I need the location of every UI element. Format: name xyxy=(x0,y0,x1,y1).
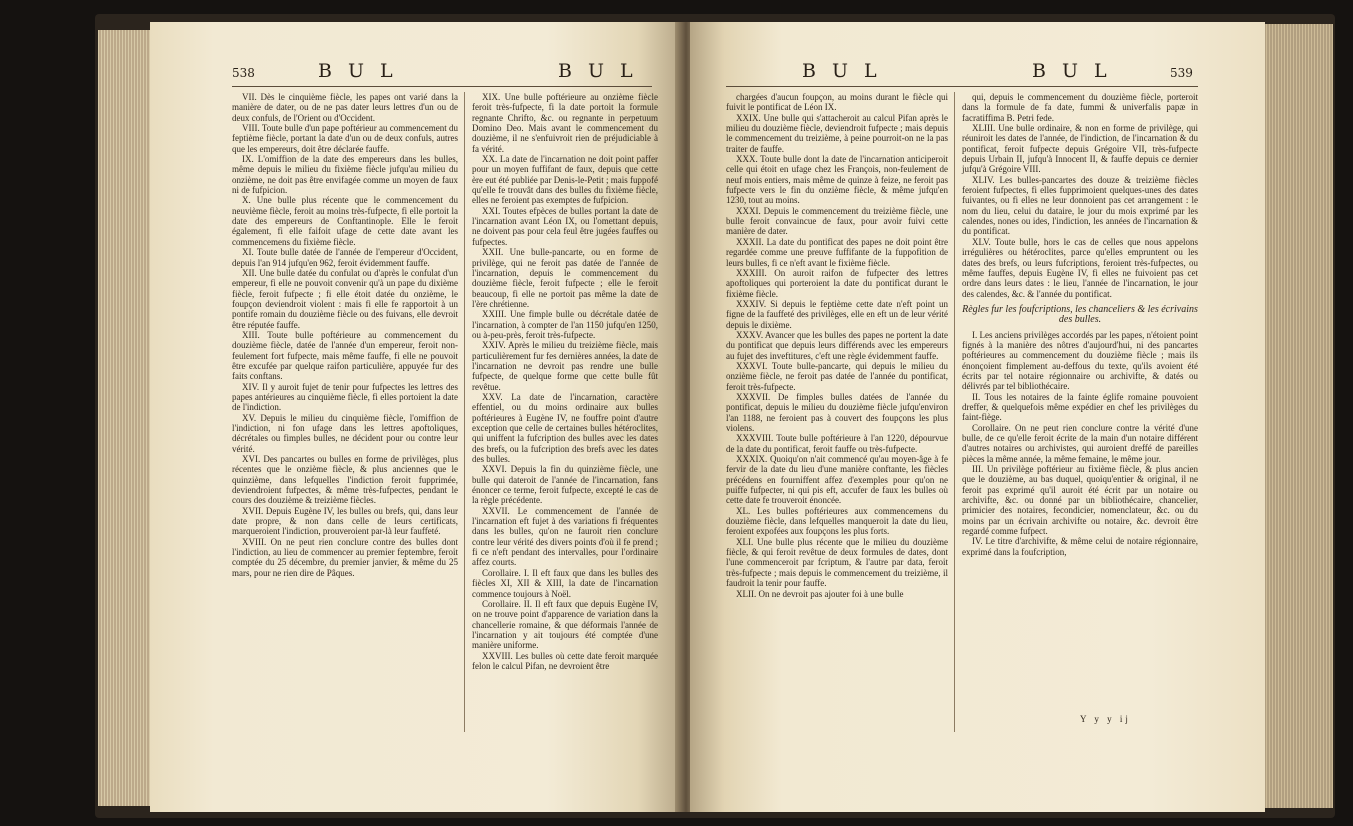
paragraph: XXXII. La date du pontificat des papes ne doit point être regardée comme une preuve fuffifante de la fuppofition de leurs bulles, fi ce n'eft avant le fixième fiècle. xyxy=(726,236,948,268)
right-column-2 xyxy=(962,92,1198,557)
paragraph: XXXVI. Toute bulle-pancarte, qui depuis le milieu du onzième fiècle, ne feroit pas datée de l'année du pontificat, feroit très-fufpecte. xyxy=(726,360,948,392)
paragraph: XXXVIII. Toute bulle poftérieure à l'an 1220, dépourvue de la date du pontificat, feroit fauffe ou très-fufpecte. xyxy=(726,433,948,454)
paragraph: XXXIX. Quoiqu'on n'ait commencé qu'au moyen-âge à fe fervir de la date du lieu d'une manière conftante, les fiècles précédens en fourniffent affez d'exemples pour qu'on ne puiffe fufpecter, ni qui pis eft, accufer de faux les bulles où cette date fe trouveroit énoncée. xyxy=(726,454,948,506)
paragraph: XXIX. Une bulle qui s'attacheroit au calcul Pifan après le milieu du douzième fiècle, deviendroit fufpecte ; mais depuis le commencement du treizième, à peine pourroit-on ne la pas traiter de fauffe. xyxy=(726,112,948,154)
right-running-head-1: B U L xyxy=(802,60,882,82)
paragraph: XXI. Toutes efpèces de bulles portant la date de l'incarnation avant Léon IX, ou l'omettant depuis, ne doivent pas pour cela feul être jugées fauffes ou fufpectes. xyxy=(472,205,658,247)
paragraph: qui, depuis le commencement du douzième fiècle, porteroit dans la formule de fa date, fummi & univerfalis papæ in facratiffima B. Petri fede. xyxy=(962,92,1198,123)
paragraph: I. Les anciens privilèges accordés par les papes, n'étoient point fignés à la manière des nôtres d'aujourd'hui, ni des pancartes poftérieures au commencement du douzième fiècle ; mais ils énonçoient fimplement au-deffous du texte, qu'ils avoient été écrits par tel notaire régionnaire ou archivifte, & datés ou délivrés par tel bibliothécaire. xyxy=(962,329,1198,392)
paragraph: XI. Toute bulle datée de l'année de l'empereur d'Occident, depuis l'an 914 jufqu'en 962, feroit évidemment fauffe. xyxy=(232,247,458,268)
paragraph: XLIII. Une bulle ordinaire, & non en forme de privilège, qui réuniroit les dates de l'année, de l'indiction, de l'incarnation & du pontificat, feroit fufpecte depuis Grégoire VII, très-fufpecte depuis Urbain II, jufqu'à Innocent II, & fauffe depuis ce dernier jufqu'à Grégoire VIII. xyxy=(962,123,1198,175)
paragraph: XVI. Des pancartes ou bulles en forme de privilèges, plus récentes que le onzième fiècle, & plus anciennes que le quinzième, dans lefquelles l'indiction feroit fupprimée, deviendroient fufpectes, & même très-fufpectes, pendant le cours des douzième & treizième fiècles. xyxy=(232,454,458,506)
paragraph: XXVIII. Les bulles où cette date feroit marquée felon le calcul Pifan, ne devroient être xyxy=(472,650,658,671)
right-page xyxy=(690,22,1265,812)
left-column-2 xyxy=(472,92,658,671)
paragraph: XXVII. Le commencement de l'année de l'incarnation eft fujet à des variations fi fréquentes dans les bulles, qu'on ne fauroit rien conclure contre leur vérité des divers points d'où il fe prend ; fi ce n'eft pendant des intervalles, pour l'ordinaire affez courts. xyxy=(472,505,658,568)
left-fore-edge xyxy=(98,30,152,806)
paragraph: XXII. Une bulle-pancarte, ou en forme de privilège, qui ne feroit pas datée de l'année de l'incarnation, depuis le commencement du douzième fiècle, feroit fufpecte ; elle le feroit beaucoup, fi elle ne portoit pas même la date de l'ère chrétienne. xyxy=(472,247,658,309)
paragraph: XXX. Toute bulle dont la date de l'incarnation anticiperoit celle qui étoit en ufage chez les François, non-feulement de neuf mois entiers, mais même de quinze à feize, ne feroit pas fufpecte vers le fin du onzième fiècle, & même jufqu'en 1230, tout au moins. xyxy=(726,154,948,206)
paragraph: XXVI. Depuis la fin du quinzième fiècle, une bulle qui dateroit de l'année de l'incarnation, fans énoncer ce terme, feroit fufpecte, excepté le cas de la règle précédente. xyxy=(472,464,658,506)
right-head-rule xyxy=(726,86,1198,87)
right-page-number: 539 xyxy=(1170,66,1193,80)
paragraph: II. Tous les notaires de la fainte églife romaine pouvoient dreffer, & quelquefois même expédier en chef les privilèges du faint-fiège. xyxy=(962,391,1198,423)
signature-mark: Y y y ij xyxy=(1080,714,1131,724)
paragraph: XXIII. Une fimple bulle ou décrétale datée de l'incarnation, à compter de l'an 1150 jufqu'en 1250, ou à-peu-près, feroit très-fufpecte. xyxy=(472,309,658,340)
paragraph: XIX. Une bulle poftérieure au onzième fiècle feroit très-fufpecte, fi la date portoit la formule regnante Chrifto, &c. ou regnante in perpetuum Domino Deo. Mais avant le commencement du douzième, il ne s'enfuivroit rien de préjudiciable à fa vérité. xyxy=(472,92,658,154)
paragraph: XLIV. Les bulles-pancartes des douze & treizième fiècles feroient fufpectes, fi elles fupprimoient quelques-unes des dates fuivantes, ou fi elles ne leur donnoient pas cet arrangement : le nom du lieu, celui du dataire, le jour du mois exprimé par les calendes, nones ou ides, l'indiction, les années de l'incarnation & du pontificat. xyxy=(962,174,1198,237)
paragraph: XVII. Depuis Eugène IV, les bulles ou brefs, qui, dans leur date propre, & non dans celle de leurs certificats, marqueroient l'indiction, prouveroient par-là leur fauffeté. xyxy=(232,505,458,537)
paragraph: XXXIV. Si depuis le feptième cette date n'eft point un figne de la fauffeté des privilèges, elle en eft un de leur vérité depuis le dixième. xyxy=(726,298,948,330)
left-column-1 xyxy=(232,92,458,578)
right-column-1 xyxy=(726,92,948,599)
paragraph: Corollaire. II. Il eft faux que depuis Eugène IV, on ne trouve point d'apparence de variation dans la chancellerie romaine, & que déformais l'année de l'incarnation y ait toujours été comptée d'une manière uniforme. xyxy=(472,598,658,651)
paragraph: XX. La date de l'incarnation ne doit point paffer pour un moyen fuffifant de faux, depuis que cette ère eut été publiée par Denis-le-Petit ; mais fuppofé qu'elle fe trouvât dans des bulles du fixième fiècle, elles ne feroient pas exemptes de fufpicion. xyxy=(472,154,658,206)
paragraph: XLI. Une bulle plus récente que le milieu du douzième fiècle, & qui feroit revêtue de deux formules de dates, dont l'une commenceroit par fcriptum, & l'autre par data, feroit très-fufpecte ; mais depuis le commencement du treizième, il faudroit la tenir pour fauffe. xyxy=(726,536,948,589)
paragraph: IV. Le titre d'archivifte, & même celui de notaire régionnaire, exprimé dans la foufcription, xyxy=(962,536,1198,557)
paragraph: XLII. On ne devroit pas ajouter foi à une bulle xyxy=(736,588,904,599)
left-page-number: 538 xyxy=(232,66,255,80)
right-column-divider xyxy=(954,92,955,732)
paragraph: VII. Dès le cinquième fiècle, les papes ont varié dans la manière de dater, ou de ne pas dater leurs lettres d'un ou de deux confuls, de l'Orient ou d'Occident. xyxy=(232,92,458,123)
paragraph: IX. L'omiffion de la date des empereurs dans les bulles, même depuis le milieu du fixième fiècle jufqu'au milieu du onzième, ne doit pas être envifagée comme un moyen de faux ni de fufpicion. xyxy=(232,154,458,196)
paragraph: XXXIII. On auroit raifon de fufpecter des lettres apoftoliques qui porteroient la date du pontificat durant le fixième fiècle. xyxy=(726,267,948,299)
paragraph: XVIII. On ne peut rien conclure contre des bulles dont l'indiction, au lieu de commencer au premier feptembre, feroit comptée du 25 décembre, du premier janvier, & même du 25 mars, pour ne rien dire de Pâques. xyxy=(232,536,458,578)
paragraph: X. Une bulle plus récente que le commencement du neuvième fiècle, feroit au moins très-fufpecte, fi elle portoit la date des empereurs de Conftantinople. Elle le feroit également, fi elle faifoit ufage de cette date avant les commencemens du fixième fiècle. xyxy=(232,195,458,247)
paragraph: chargées d'aucun foupçon, au moins durant le fiècle qui fuivit le pontificat de Léon IX. xyxy=(726,92,948,113)
paragraph: XXIV. Après le milieu du treizième fiècle, mais particulièrement fur fes dernières années, la date de l'incarnation ne devroit pas rendre une bulle fufpecte, de quelque forme que cette bulle fût revêtue. xyxy=(472,340,658,392)
paragraph: XII. Une bulle datée du confulat ou d'après le confulat d'un empereur, fi elle ne pouvoit convenir qu'à un pape du dixième fiècle, feroit fufpecte ; fi elle étoit datée du onzième, le foupçon deviendroit violent : mais fi elle fe rapportoit à un pontife romain du douzième fiècle ou des fuivans, elle devroit être réputée fauffe. xyxy=(232,267,458,330)
left-column-divider xyxy=(464,92,465,732)
paragraph: XXXI. Depuis le commencement du treizième fiècle, une bulle feroit convaincue de faux, pour avoir fuivi cette manière de dater. xyxy=(726,205,948,237)
paragraph: XXXVII. De fimples bulles datées de l'année du pontificat, depuis le milieu du douzième fiècle jufqu'environ l'an 1188, ne feroient pas à couvert des foupçons les plus violens. xyxy=(726,391,948,433)
paragraph: XIII. Toute bulle poftérieure au commencement du douzième fiècle, datée de l'année d'un empereur, feroit non-feulement fort fufpecte, mais même fauffe, fi elle ne pouvoit être excufée par quelque raifon particulière, appuyée fur des faits conftans. xyxy=(232,329,458,382)
left-head-rule xyxy=(232,86,652,87)
left-running-head-1: B U L xyxy=(318,60,398,82)
right-fore-edge xyxy=(1263,24,1333,808)
paragraph: XL. Les bulles poftérieures aux commencemens du douzième fiècle, dans lefquelles manqueroit la date du lieu, feroient expofées aux foupçons les plus forts. xyxy=(726,505,948,537)
paragraph: XIV. Il y auroit fujet de tenir pour fufpectes les lettres des papes antérieures au cinquième fiècle, fi elles portoient la date de l'indiction. xyxy=(232,381,458,413)
left-running-head-2: B U L xyxy=(558,60,638,82)
paragraph: III. Un privilège poftérieur au fixième fiècle, & plus ancien que le douzième, au bas duquel, quoiqu'entier & original, il ne feroit pas exprimé qu'il auroit été écrit par un notaire ou archivifte, &c. ou donné par un bibliothécaire, chancelier, primicier des notaires, fecondicier, nomenclateur, &c. ou du moins par un écrivain archivifte ou notaire, &c. devroit être regardé comme fufpect. xyxy=(962,464,1198,537)
paragraph: XXXV. Avancer que les bulles des papes ne portent la date du pontificat que depuis leurs différends avec les empereurs au fujet des inveftitures, c'eft une règle évidemment fauffe. xyxy=(726,329,948,361)
paragraph: XV. Depuis le milieu du cinquième fiècle, l'omiffion de l'indiction, ni fon ufage dans les lettres apoftoliques, décrétales ou fimples bulles, ne décident pour ou contre leur vérité. xyxy=(232,412,458,454)
paragraph: Corollaire. On ne peut rien conclure contre la vérité d'une bulle, de ce qu'elle feroit écrite de la main d'un notaire différent d'autres notaires ou archivistes, qui auroient dreffé de pareilles pièces la même année, la même femaine, le même jour. xyxy=(962,422,1198,464)
right-running-head-2: B U L xyxy=(1032,60,1112,82)
paragraph: VIII. Toute bulle d'un pape poftérieur au commencement du feptième fiècle, portant la date d'un ou de deux confuls, autres que les empereurs, doit être déclarée fauffe. xyxy=(232,123,458,154)
paragraph: XXV. La date de l'incarnation, caractère effentiel, ou du moins ordinaire aux bulles poftérieures à Eugène IV, ne fouffre point d'autre exception que celle de certaines bulles hétéroclites, qui uniffent la fufcription des bulles avec les dates des brefs, ou la fufcription des brefs avec les dates des bulles. xyxy=(472,391,658,465)
paragraph: XLV. Toute bulle, hors le cas de celles que nous appelons irrégulières ou hétéroclites, parce qu'elles empruntent ou les dates des brefs, ou leurs fufcriptions, feroient très-fufpectes, ou même fauffes, depuis Eugène IV, fi elles ne fuivoient pas cet ordre dans leurs dates : le lieu, l'année de l'incarnation, le jour des calendes, &c. & l'année du pontificat. xyxy=(962,236,1198,299)
paragraph: Règles fur les foufcriptions, les chanceliers & les écrivains des bulles. xyxy=(962,303,1198,326)
paragraph: Corollaire. I. Il eft faux que dans les bulles des fiècles XI, XII & XIII, la date de l'incarnation commence toujours à Noël. xyxy=(472,567,658,599)
left-page xyxy=(150,22,680,812)
